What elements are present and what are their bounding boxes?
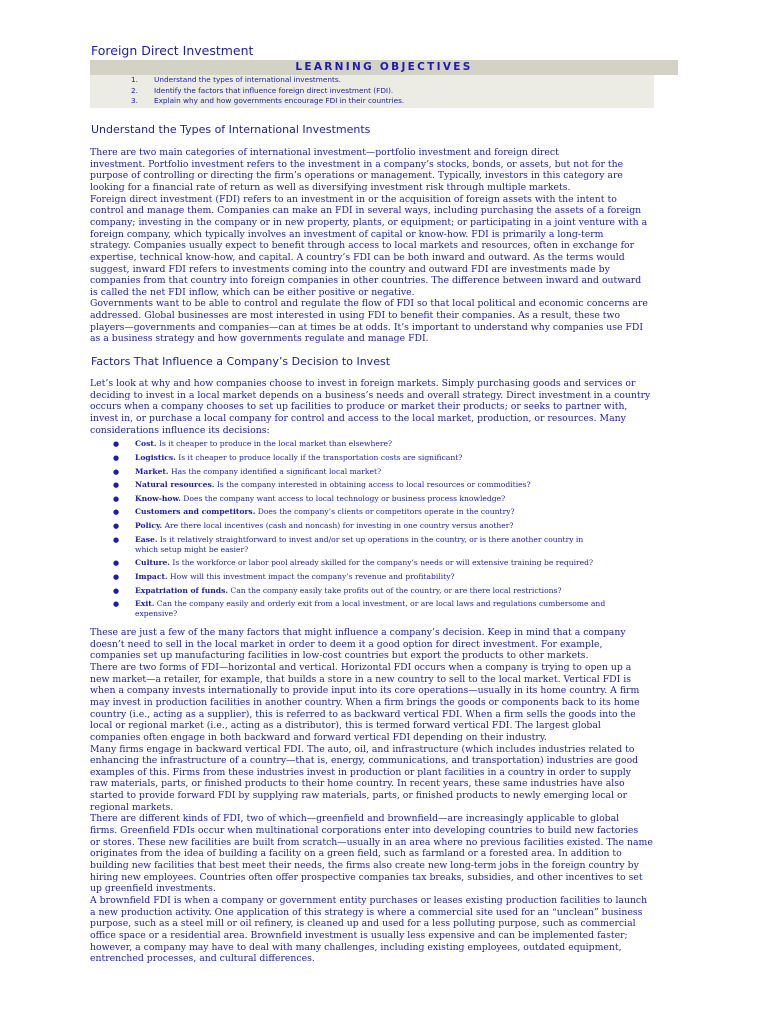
bullet-text: Is the company interested in obtaining access to local resources or commodities? — [214, 480, 531, 489]
bullet-item — [135, 609, 177, 619]
bullet-icon: ● — [113, 481, 120, 489]
bullet-text: which setup might be easier? — [135, 545, 249, 554]
paragraph-line: deciding to invest in a local market depends on a business’s needs and overall strategy. Direct investment in a country — [90, 389, 651, 401]
paragraph-line: There are two forms of FDI—horizontal and vertical. Horizontal FDI occurs when a company is trying to open up a — [90, 661, 632, 673]
learning-objectives-header — [90, 60, 678, 75]
bullet-text: Does the company’s clients or competitors operate in the country? — [255, 507, 515, 516]
bullet-icon: ● — [113, 536, 120, 544]
paragraph-line: There are different kinds of FDI, two of which—greenfield and brownfield—are increasingly applicable to global — [90, 813, 620, 825]
paragraph-line: enhancing the infrastructure of a country—that is, energy, communications, and transportation) industries are good — [90, 755, 639, 767]
bullet-text: expensive? — [135, 609, 178, 618]
bullet-text: How will this investment impact the company’s revenue and profitability? — [167, 572, 455, 581]
paragraph-line: up greenfield investments. — [90, 883, 216, 895]
bullet-item — [135, 545, 248, 555]
paragraph-line: company; investing in the company or in new property, plants, or equipment; or participating in a joint venture with a — [90, 216, 648, 228]
bullet-text: Is it cheaper to produce locally if the transportation costs are significant? — [175, 453, 463, 462]
paragraph-line: new market—a retailer, for example, that builds a store in a new country to sell to the local market. Vertical FDI is — [90, 673, 631, 685]
bullet-text: Has the company identified a significant local market? — [168, 467, 382, 476]
bullet-item — [135, 494, 505, 504]
bullet-icon: ● — [113, 600, 120, 608]
learning-objectives-list — [90, 75, 654, 107]
bullet-text: Can the company easily take profits out of the country, or are there local restrictions? — [228, 586, 562, 595]
bullet-item — [135, 507, 515, 517]
bullet-item — [135, 439, 392, 449]
paragraph-line: examples of this. Firms from these industries invest in production or plant facilities in a country in order to supply — [90, 766, 632, 778]
paragraph-line: addressed. Global businesses are most interested in using FDI to benefit their companies. As a result, these two — [90, 310, 621, 322]
page-title: Foreign Direct Investment — [91, 43, 254, 58]
section-heading-factors: Factors That Influence a Company’s Decision to Invest — [91, 355, 391, 368]
paragraph-line: considerations influence its decisions: — [90, 424, 270, 436]
paragraph-line: hiring new employees. Countries often offer prospective companies tax breaks, subsidies, and other incentives to set — [90, 871, 643, 883]
bullet-term: Impact. — [135, 572, 168, 581]
paragraph-line: occurs when a company chooses to set up facilities to produce or market their products; or seeks to partner with, — [90, 401, 628, 413]
paragraph-line: control and manage them. Companies can make an FDI in several ways, including purchasing the assets of a foreign — [90, 205, 642, 217]
paragraph-line: players—governments and companies—can at times be at odds. It’s important to understand why companies use FDI — [90, 321, 644, 333]
paragraph-line: purpose, such as a steel mill or oil refinery, is cleaned up and used for a less polluting purpose, such as commercial — [90, 918, 636, 930]
bullet-icon: ● — [113, 508, 120, 516]
bullet-icon: ● — [113, 495, 120, 503]
paragraph-line: companies from that country into foreign companies in other countries. The difference between inward and outward — [90, 275, 642, 287]
paragraph-line: expertise, technical know-how, and capital. A country’s FDI can be both inward and outward. As the terms would — [90, 251, 625, 263]
bullet-icon: ● — [113, 440, 120, 448]
paragraph-line: Many firms engage in backward vertical FDI. The auto, oil, and infrastructure (which includes industries related to — [90, 743, 635, 755]
paragraph-line: office space or a residential area. Brownfield investment is usually less expensive and can be implemented faster; — [90, 929, 628, 941]
bullet-term: Logistics. — [135, 453, 176, 462]
paragraph-line: building new facilities that best meet their needs, the firms also create new long-term jobs in the foreign country by — [90, 860, 639, 871]
bullet-term: Customers and competitors. — [135, 507, 256, 516]
bullet-term: Know-how. — [135, 494, 181, 503]
paragraph-line: There are two main categories of international investment—portfolio investment and foreign direct — [90, 147, 559, 158]
bullet-icon: ● — [113, 573, 120, 581]
paragraph-line: is called the net FDI inflow, which can be either positive or negative. — [90, 286, 415, 298]
learning-objective-item — [90, 86, 654, 97]
bullet-icon: ● — [113, 522, 120, 530]
paragraph-line: when a company invests internationally to provide input into its core operations—usually in its home country. A firm — [90, 685, 640, 697]
bullet-text: Is the workforce or labor pool already skilled for the company’s needs or will extensive training be required? — [169, 558, 594, 567]
learning-objectives-box — [90, 75, 654, 108]
bullet-item — [135, 521, 513, 531]
bullet-icon: ● — [113, 587, 120, 595]
bullet-item — [135, 572, 455, 582]
bullet-icon: ● — [113, 559, 120, 567]
bullet-icon: ● — [113, 468, 120, 476]
bullet-text: Does the company want access to local technology or business process knowledge? — [180, 494, 506, 503]
paragraph-line: Governments want to be able to control and regulate the flow of FDI so that local political and economic concerns are — [90, 298, 648, 310]
bullet-term: Policy. — [135, 521, 163, 530]
bullet-text: Is it relatively straightforward to invest and/or set up operations in the country, or is there another country in — [157, 535, 584, 544]
bullet-item — [135, 453, 462, 463]
paragraph-line: looking for a financial rate of return as well as diversifying investment risk through multiple markets. — [90, 181, 571, 193]
paragraph-line: originates from the idea of building a facility on a green field, such as farmland or a forested area. In addition to — [90, 848, 622, 860]
paragraph-line: started to provide forward FDI by supplying raw materials, parts, or finished products to newly emerging local or — [90, 790, 628, 802]
bullet-term: Expatriation of funds. — [135, 586, 228, 595]
bullet-item — [135, 467, 381, 477]
learning-objective-item — [90, 75, 654, 86]
bullet-term: Exit. — [135, 599, 155, 608]
bullet-term: Ease. — [135, 535, 158, 544]
bullet-text: Are there local incentives (cash and noncash) for investing in one country versus another? — [162, 521, 514, 530]
paragraph-line: purpose of controlling or directing the firm’s operations or management. Typically, investors in this category are — [90, 170, 623, 182]
bullet-term: Natural resources. — [135, 480, 215, 489]
paragraph-line: invest in, or purchase a local company for control and access to the local market, production, or resources. Many — [90, 412, 626, 424]
section-heading-types: Understand the Types of International Investments — [91, 123, 371, 136]
list-item-text: Understand the types of international investments. — [154, 75, 341, 84]
paragraph-line: local or regional market (i.e., acting as a distributor), this is termed forward vertical FDI. The largest global — [90, 720, 601, 732]
paragraph-line: as a business strategy and how governments regulate and manage FDI. — [90, 333, 429, 345]
bullet-text: Can the company easily and orderly exit from a local investment, or are local laws and regulations cumbersome and — [154, 599, 606, 608]
paragraph-line: investment. Portfolio investment refers to the investment in a company’s stocks, bonds, or assets, but not for the — [90, 158, 624, 170]
bullet-term: Market. — [135, 467, 169, 476]
paragraph-line: A brownfield FDI is when a company or government entity purchases or leases existing production facilities to launch — [90, 894, 648, 906]
list-number: 1. — [131, 75, 138, 84]
paragraph-line: entrenched processes, and cultural differences. — [90, 953, 315, 965]
paragraph-line: may invest in production facilities in another country. When a firm brings the goods or components back to its home — [90, 696, 640, 708]
list-item-text: Explain why and how governments encourage FDI in their countries. — [154, 96, 405, 105]
paragraph-line: or stores. These new facilities are built from scratch—usually in an area where no previous facilities existed. The name — [90, 836, 653, 848]
paragraph-line: however, a company may have to deal with many challenges, including existing employees, outdated equipment, — [90, 941, 622, 953]
learning-objective-item — [90, 96, 654, 107]
paragraph-line: strategy. Companies usually expect to benefit through access to local markets and resources, often in exchange for — [90, 240, 635, 252]
paragraph-line: suggest, inward FDI refers to investments coming into the country and outward FDI are investments made by — [90, 263, 610, 275]
bullet-item — [135, 480, 531, 490]
bullet-term: Cost. — [135, 439, 157, 448]
paragraph-line: These are just a few of the many factors that might influence a company’s decision. Keep in mind that a company — [90, 627, 626, 638]
bullet-item — [135, 586, 562, 596]
paragraph-line: raw materials, parts, or finished products to their home country. In recent years, these same industries have also — [90, 778, 625, 790]
bullet-text: Is it cheaper to produce in the local market than elsewhere? — [156, 439, 393, 448]
bullet-item — [135, 599, 605, 609]
paragraph-line: firms. Greenfield FDIs occur when multinational corporations enter into developing countries to build new factories — [90, 825, 639, 837]
bullet-item — [135, 558, 593, 568]
list-number: 3. — [131, 96, 138, 105]
paragraph-line: Let’s look at why and how companies choose to invest in foreign markets. Simply purchasing goods and services or — [90, 378, 636, 389]
list-item-text: Identify the factors that influence foreign direct investment (FDI). — [154, 85, 394, 95]
paragraph-line: country (i.e., acting as a supplier), this is referred to as backward vertical FDI. When a firm sells the goods into the — [90, 708, 636, 720]
bullet-icon: ● — [113, 454, 120, 462]
bullet-item — [135, 535, 583, 545]
paragraph-line: doesn’t need to sell in the local market in order to deem it a good option for direct investment. For example, — [90, 638, 603, 650]
paragraph-line: a new production activity. One application of this strategy is where a commercial site used for an “unclean” business — [90, 906, 643, 918]
paragraph-line: companies often engage in both backward and forward vertical FDI depending on their industry. — [90, 731, 547, 743]
paragraph-line: Foreign direct investment (FDI) refers to an investment in or the acquisition of foreign assets with the intent to — [90, 193, 617, 205]
learning-objectives-heading: LEARNING OBJECTIVES — [295, 61, 473, 73]
paragraph-line: companies set up manufacturing facilities in low-cost countries but export the products to other markets. — [90, 650, 589, 662]
bullet-term: Culture. — [135, 558, 170, 567]
paragraph-line: regional markets. — [90, 801, 174, 813]
list-number: 2. — [131, 85, 138, 95]
paragraph-line: foreign company, which typically involves an investment of capital or know-how. FDI is primarily a long-term — [90, 228, 604, 240]
